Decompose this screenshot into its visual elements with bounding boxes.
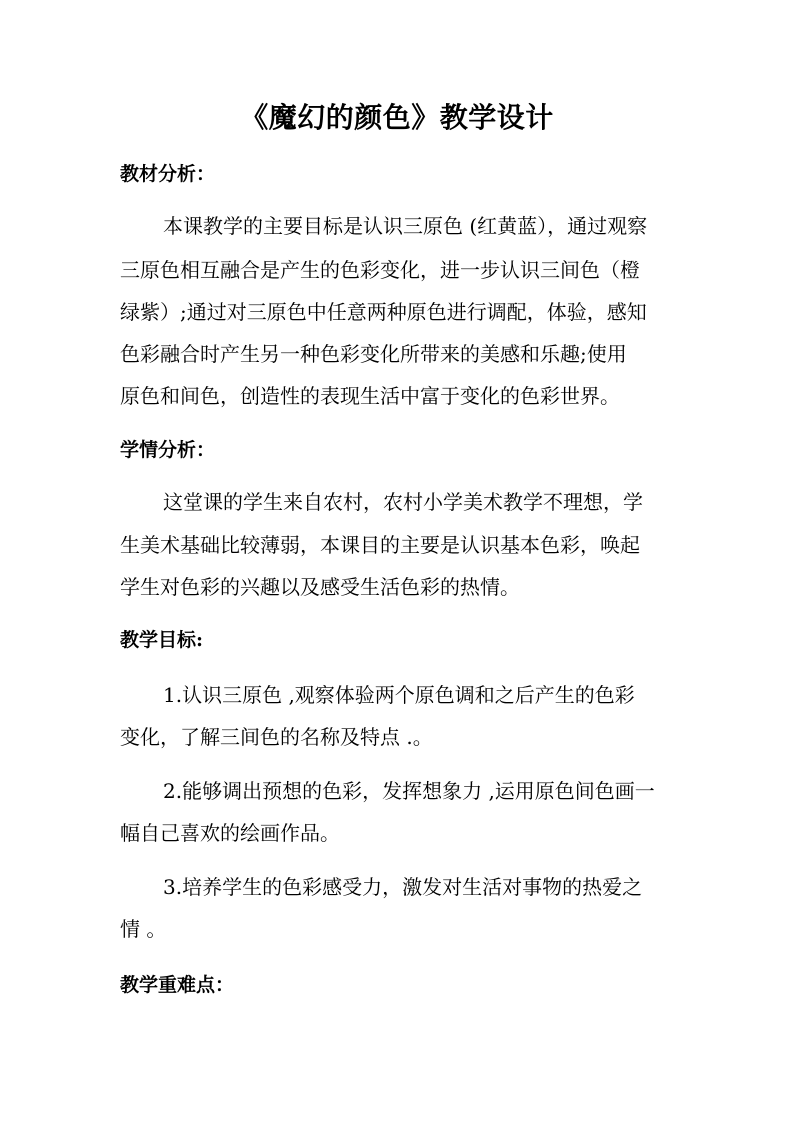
goal-item-line: 变化，了解三间色的名称及特点 .。 — [120, 725, 433, 749]
paragraph-line: 本课教学的主要目标是认识三原色 (红黄蓝），通过观察 — [163, 214, 648, 238]
section-heading-students: 学情分析： — [120, 439, 216, 461]
paragraph-line: 这堂课的学生来自农村，农村小学美术教学不理想，学 — [163, 490, 643, 514]
paragraph-line: 色彩融合时产生另一种色彩变化所带来的美感和乐趣;使用 — [120, 342, 627, 366]
section-heading-key-points: 教学重难点： — [120, 974, 235, 996]
paragraph-line: 原色和间色，创造性的表现生活中富于变化的色彩世界。 — [120, 384, 620, 408]
document-title: 《魔幻的颜色》教学设计 — [240, 101, 554, 134]
goal-item-line: 3.培养学生的色彩感受力，激发对生活对事物的热爱之 — [163, 875, 643, 899]
section-heading-goals: 教学目标: — [120, 629, 204, 651]
section-heading-materials: 教材分析： — [120, 163, 216, 185]
goal-item-line: 情 。 — [120, 917, 167, 941]
paragraph-line: 绿紫）;通过对三原色中任意两种原色进行调配，体验，感知 — [120, 300, 647, 324]
paragraph-line: 三原色相互融合是产生的色彩变化，进一步认识三间色（橙 — [120, 258, 640, 282]
paragraph-line: 生美术基础比较薄弱，本课目的主要是认识基本色彩，唤起 — [120, 533, 640, 557]
paragraph-line: 学生对色彩的兴趣以及感受生活色彩的热情。 — [120, 575, 520, 599]
goal-item-line: 1.认识三原色 ,观察体验两个原色调和之后产生的色彩 — [163, 683, 635, 707]
goal-item-line: 2.能够调出预想的色彩，发挥想象力 ,运用原色间色画一 — [163, 779, 655, 803]
goal-item-line: 幅自己喜欢的绘画作品。 — [120, 821, 340, 845]
